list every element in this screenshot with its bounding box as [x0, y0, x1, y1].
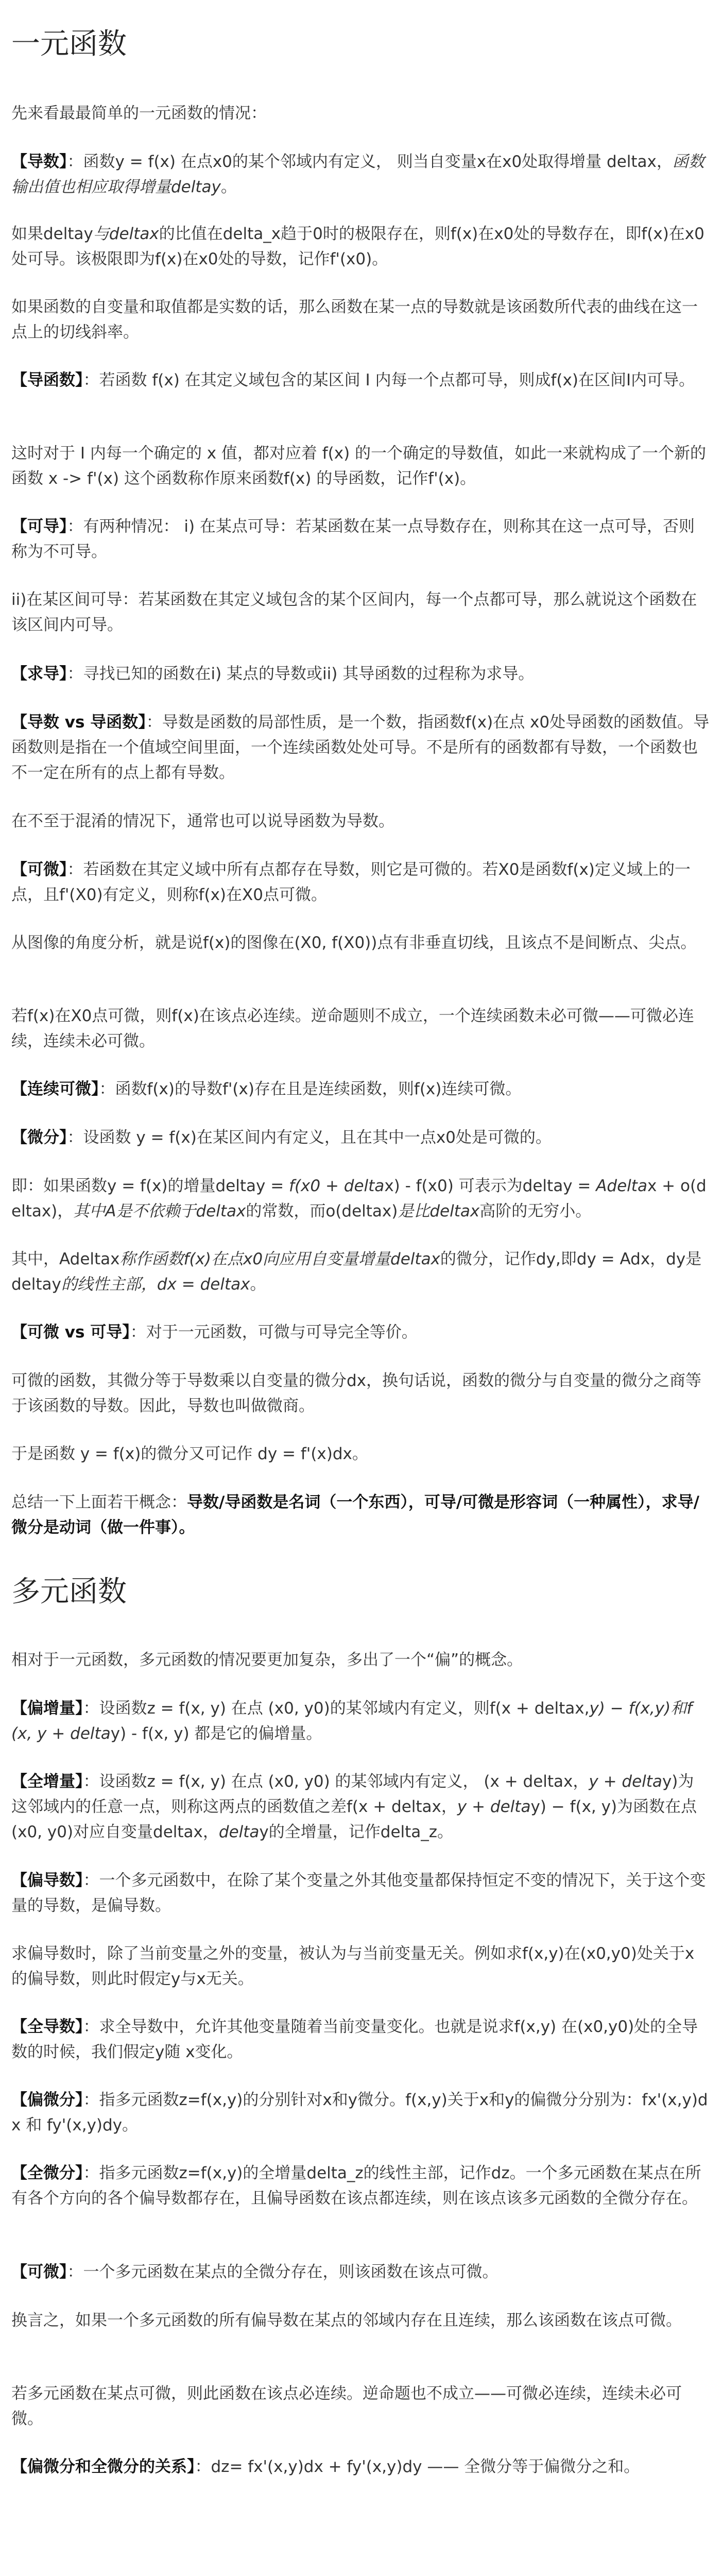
paragraph-differential: 【微分】：设函数 y = f(x)在某区间内有定义，且在其中一点x0处是可微的。	[11, 1128, 552, 1147]
term-total-derivative: 【全导数】	[11, 2018, 83, 2036]
paragraph-continuously-differentiable: 【连续可微】：函数f(x)的导数f'(x)存在且是连续函数，则f(x)连续可微。	[11, 1080, 522, 1098]
term-partial-differential: 【偏微分】	[11, 2091, 83, 2109]
paragraph-intro: 先来看最最简单的一元函数的情况：	[11, 104, 267, 123]
paragraph-total-derivative: 【全导数】：求全导数中，允许其他变量随着当前变量变化。也就是说求f(x,y) 在(x0,y0)处的全导数的时候，我们假定y随 x变化。	[11, 2018, 698, 2061]
paragraph-equivalence: 【可微 vs 可导】：对于一元函数，可微与可导完全等价。	[11, 1323, 418, 1342]
paragraph-partial-derivative: 【偏导数】：一个多元函数中，在除了某个变量之外其他变量都保持恒定不变的情况下，关于这个变量的导数，是偏导数。	[11, 1871, 706, 1915]
paragraph-differentiate: 【求导】：寻找已知的函数在i) 某点的导数或ii) 其导函数的过程称为求导。	[11, 665, 535, 683]
term-differentiable: 【可导】	[11, 517, 67, 536]
paragraph-partial-differential: 【偏微分】：指多元函数z=f(x,y)的分别针对x和y微分。f(x,y)关于x和y的偏微分分别为：fx'(x,y)dx 和 fy'(x,y)dy。	[11, 2091, 708, 2134]
paragraph-differentiable-interval: ii)在某区间可导：若某函数在其定义域包含的某个区间内，每一个点都可导，那么就说这个函数在该区间内可导。	[11, 590, 697, 634]
paragraph-derivative: 【导数】：函数y = f(x) 在点x0的某个邻域内有定义， 则当自变量x在x0处取得增量 deltax，函数输出值也相应取得增量deltay。	[11, 152, 704, 196]
paragraph-continuous: 若f(x)在X0点可微，则f(x)在该点必连续。逆命题则不成立，一个连续函数未必可微——可微必连续，连续未必可微。	[11, 1007, 694, 1050]
paragraph-total-increment: 【全增量】：设函数z = f(x, y) 在点 (x0, y0) 的某邻域内有定义， (x + deltax，y + deltay)为这邻域内的任意一点，则称这两点的函数值之差f(x + deltax，y + deltay) − f(x, y)为函数在点(x0, y0)对应自变量deltax，deltay的全增量，记作delta_z。	[11, 1772, 697, 1841]
term-differentiable-point: 【可微】	[11, 860, 67, 879]
summary-bold: 导数/导函数是名词（一个东西），可导/可微是形容词（一种属性），求导/微分是动词（做一件事）。	[11, 1493, 699, 1537]
paragraph-graph: 从图像的角度分析，就是说f(x)的图像在(X0, f(X0))点有非垂直切线，且该点不是间断点、尖点。	[11, 934, 697, 952]
paragraph-differentiable-point: 【可微】：若函数在其定义域中所有点都存在导数，则它是可微的。若X0是函数f(x)定义域上的一点，且f'(X0)有定义，则称f(x)在X0点可微。	[11, 860, 691, 904]
section-title-multivariate: 多元函数	[11, 1575, 127, 1608]
section-title-univariate: 一元函数	[11, 27, 127, 61]
paragraph-increment: 即：如果函数y = f(x)的增量deltay = f(x0 + deltax) - f(x0) 可表示为deltay = Adeltax + o(deltax)，其中A是不依赖于deltax的常数，而o(deltax)是比deltax高阶的无穷小。	[11, 1177, 707, 1221]
paragraph-quotient: 可微的函数，其微分等于导数乘以自变量的微分dx，换句话说，函数的微分与自变量的微分之商等于该函数的导数。因此，导数也叫做微商。	[11, 1371, 702, 1415]
paragraph-in-other-words: 换言之，如果一个多元函数的所有偏导数在某点的邻域内存在且连续，那么该函数在该点可微。	[11, 2311, 682, 2330]
term-relation: 【偏微分和全微分的关系】	[11, 2458, 195, 2476]
paragraph-multi-intro: 相对于一元函数，多元函数的情况要更加复杂，多出了一个“偏”的概念。	[11, 1651, 523, 1669]
term-derivative-vs-function: 【导数 vs 导函数】	[11, 713, 146, 732]
term-partial-derivative: 【偏导数】	[11, 1871, 83, 1890]
paragraph-not-confuse: 在不至于混淆的情况下，通常也可以说导函数为导数。	[11, 812, 394, 831]
term-partial-increment: 【偏增量】	[11, 1699, 83, 1718]
paragraph-summary: 总结一下上面若干概念：导数/导函数是名词（一个东西），可导/可微是形容词（一种属性），求导/微分是动词（做一件事）。	[11, 1493, 699, 1537]
paragraph-partial-increment: 【偏增量】：设函数z = f(x, y) 在点 (x0, y0)的某邻域内有定义，则f(x + deltax,y) − f(x,y)和f(x, y + deltay) - f(x, y) 都是它的偏增量。	[11, 1699, 693, 1743]
paragraph-total-differential: 【全微分】：指多元函数z=f(x,y)的全增量delta_z的线性主部，记作dz。一个多元函数在某点在所有各个方向的各个偏导数都存在，且偏导函数在该点都连续，则在该点该多元函数的全微分存在。	[11, 2164, 701, 2208]
paragraph-multi-differentiable: 【可微】：一个多元函数在某点的全微分存在，则该函数在该点可微。	[11, 2263, 498, 2281]
term-derivative-function: 【导函数】	[11, 371, 83, 389]
paragraph-limit: 如果deltay与deltax的比值在delta_x趋于0时的极限存在，则f(x)在x0处的导数存在，即f(x)在x0处可导。该极限即为f(x)在x0处的导数，记作f'(x0)。	[11, 225, 704, 268]
paragraph-derivative-function: 【导函数】：若函数 f(x) 在其定义域包含的某区间 I 内每一个点都可导，则成f(x)在区间I内可导。	[11, 371, 695, 389]
term-derivative: 【导数】	[11, 152, 67, 171]
term-equivalence: 【可微 vs 可导】	[11, 1323, 130, 1342]
paragraph-derivative-function-2: 这时对于 I 内每一个确定的 x 值，都对应着 f(x) 的一个确定的导数值，如此一来就构成了一个新的函数 x -> f'(x) 这个函数称作原来函数f(x) 的导函数，记作f'(x)。	[11, 444, 707, 488]
term-multi-differentiable: 【可微】	[11, 2263, 67, 2281]
paragraph-differentiable: 【可导】：有两种情况： i) 在某点可导：若某函数在某一点导数存在，则称其在这一点可导，否则称为不可导。	[11, 517, 695, 561]
term-total-increment: 【全增量】	[11, 1772, 83, 1791]
paragraph-slope: 如果函数的自变量和取值都是实数的话，那么函数在某一点的导数就是该函数所代表的曲线在这一点上的切线斜率。	[11, 298, 698, 342]
paragraph-adeltax: 其中，Adeltax称作函数f(x)在点x0向应用自变量增量deltax的微分，记作dy,即dy = Adx，dy是deltay的线性主部，dx = deltax。	[11, 1250, 702, 1294]
paragraph-derivative-vs-function: 【导数 vs 导函数】：导数是函数的局部性质，是一个数，指函数f(x)在点 x0处导函数的函数值。导函数则是指在一个值域空间里面，一个连续函数处处可导。不是所有的函数都有导数，一个函数也不一定在所有的点上都有导数。	[11, 713, 710, 782]
term-differentiate: 【求导】	[11, 665, 67, 683]
paragraph-partial-calc: 求偏导数时，除了当前变量之外的变量，被认为与当前变量无关。例如求f(x,y)在(x0,y0)处关于x的偏导数，则此时假定y与x无关。	[11, 1944, 695, 1988]
paragraph-relation: 【偏微分和全微分的关系】：dz= fx'(x,y)dx + fy'(x,y)dy —— 全微分等于偏微分之和。	[11, 2458, 640, 2476]
term-continuously-differentiable: 【连续可微】	[11, 1080, 99, 1098]
term-total-differential: 【全微分】	[11, 2164, 83, 2182]
term-differential: 【微分】	[11, 1128, 67, 1147]
paragraph-multi-continuous: 若多元函数在某点可微，则此函数在该点必连续。逆命题也不成立——可微必连续，连续未必可微。	[11, 2384, 682, 2428]
paragraph-then: 于是函数 y = f(x)的微分又可记作 dy = f'(x)dx。	[11, 1445, 368, 1463]
